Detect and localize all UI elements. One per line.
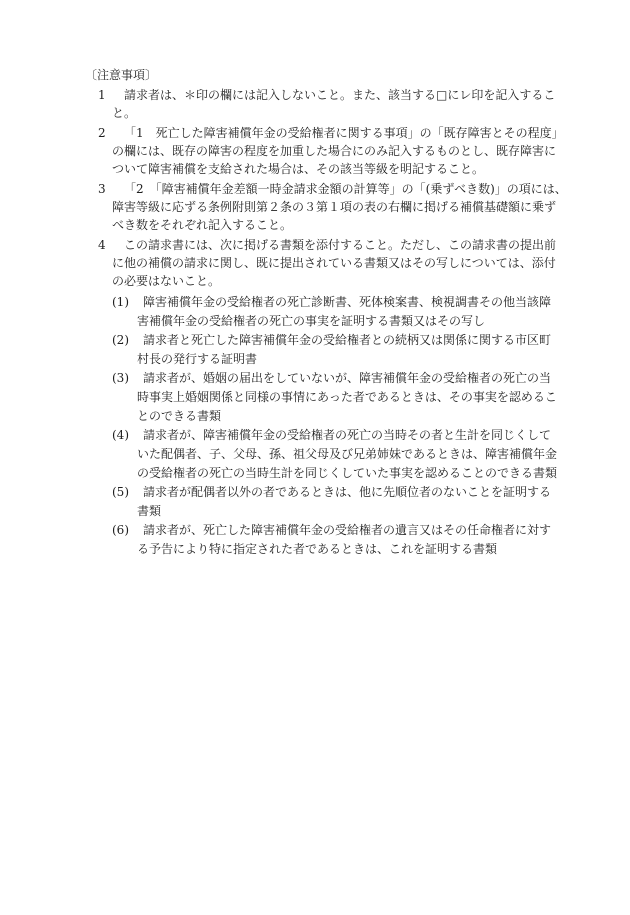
item-number: 2	[98, 126, 106, 140]
item-line: 「1 死亡した障害補償年金の受給権者に関する事項」の「既存障害とその程度」	[124, 126, 564, 140]
item-number: 4	[98, 238, 106, 252]
subitem-line: とのできる書類	[137, 409, 222, 423]
item-line: と。	[112, 106, 137, 120]
item-number: 1	[98, 88, 106, 102]
item-line: ついて障害補償を支給された場合は、その該当等級を明記すること。	[112, 162, 485, 176]
subitem-line: 請求者が配偶者以外の者であるときは、他に先順位者のないことを証明する	[143, 485, 552, 499]
subitem-line: 障害補償年金の受給権者の死亡診断書、死体検案書、検視調書その他当該障	[143, 295, 552, 309]
subitem-number: (2)	[112, 333, 129, 347]
subitem-number: (5)	[112, 485, 129, 499]
subitem-line: 害補償年金の受給権者の死亡の事実を証明する書類又はその写し	[137, 314, 486, 328]
item-line: この請求書には、次に掲げる書類を添付すること。ただし、この請求書の提出前	[124, 238, 557, 252]
subitem-number: (3)	[112, 371, 129, 385]
item-line: 請求者は、＊印の欄には記入しないこと。また、該当する□にレ印を記入するこ	[124, 88, 556, 102]
subitem-line: 請求者が、婚姻の届出をしていないが、障害補償年金の受給権者の死亡の当	[143, 371, 552, 385]
subitem-line: る予告により特に指定された者であるときは、これを証明する書類	[137, 542, 498, 556]
subitem-number: (1)	[112, 295, 129, 309]
item-line: の欄には、既存の障害の程度を加重した場合にのみ記入するものとし、既存障害に	[112, 144, 557, 158]
subitem-line: 書類	[137, 504, 162, 518]
subitem-number: (4)	[112, 428, 129, 442]
item-line: の必要はないこと。	[112, 274, 221, 288]
subitem-line: 請求者が、障害補償年金の受給権者の死亡の当時その者と生計を同じくして	[143, 428, 552, 442]
subitem-number: (6)	[112, 523, 129, 537]
item-line: 障害等級に応ずる条例附則第２条の３第１項の表の右欄に掲げる補償基礎額に乗ず	[112, 200, 557, 214]
item-line: 「2 「障害補償年金差額一時金請求金額の計算等」の「(乗ずべき数)」の項には、	[124, 182, 567, 196]
subitem-line: 時事実上婚姻関係と同様の事情にあった者であるときは、その事実を認めるこ	[137, 390, 557, 404]
subitem-line: いた配偶者、子、父母、孫、祖父母及び兄弟姉妹であるときは、障害補償年金	[137, 447, 558, 461]
item-line: に他の補償の請求に関し、既に提出されている書類又はその写しについては、添付	[112, 256, 556, 270]
subitem-line: 請求者が、死亡した障害補償年金の受給権者の遺言又はその任命権者に対す	[143, 523, 552, 537]
item-number: 3	[98, 182, 106, 196]
item-line: べき数をそれぞれ記入すること。	[112, 218, 293, 232]
notes-heading: 〔注意事項〕	[85, 68, 158, 82]
subitem-line: の受給権者の死亡の当時生計を同じくしていた事実を認めることのできる書類	[137, 466, 558, 480]
subitem-line: 請求者と死亡した障害補償年金の受給権者との続柄又は関係に関する市区町	[143, 333, 552, 347]
subitem-line: 村長の発行する証明書	[137, 352, 258, 366]
